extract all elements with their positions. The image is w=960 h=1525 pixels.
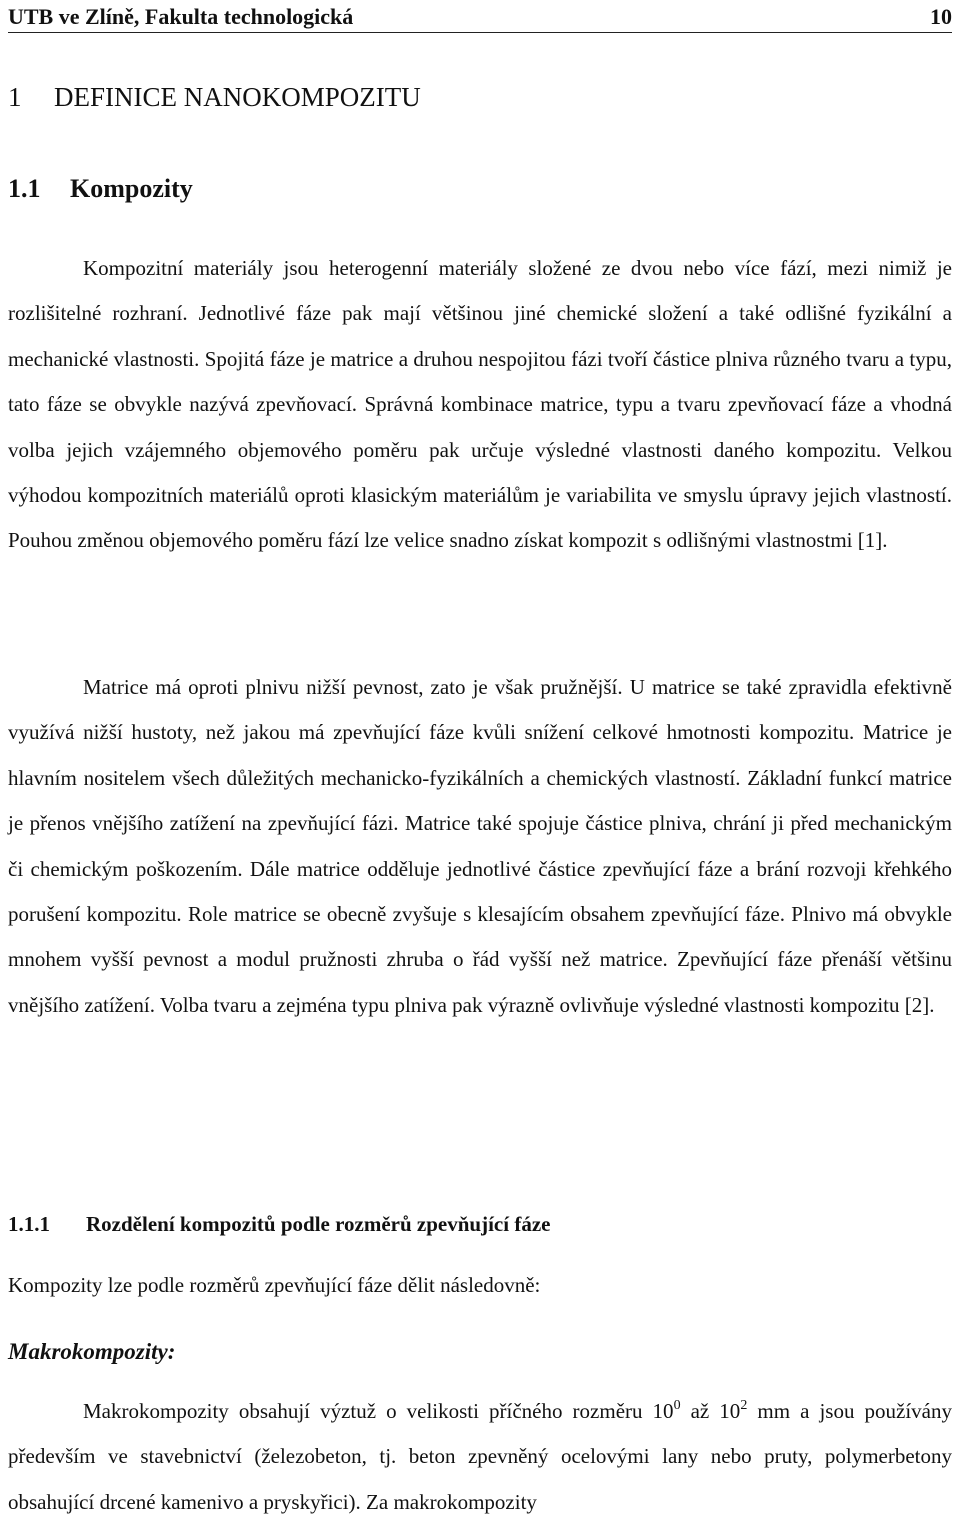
makro-text-b: až 10 — [680, 1399, 741, 1423]
running-header — [8, 0, 952, 33]
exponent-2: 2 — [740, 1398, 748, 1413]
paragraph-makrokompozity — [8, 1389, 952, 1525]
section-heading — [8, 172, 952, 206]
chapter-number: 1 — [8, 82, 22, 112]
section-title: Kompozity — [70, 174, 193, 203]
exponent-0: 0 — [673, 1398, 681, 1413]
paragraph-intro: Kompozity lze podle rozměrů zpevňující fáze dělit následovně: — [8, 1273, 541, 1297]
page-number: 10 — [930, 4, 952, 29]
subsection-heading — [8, 1210, 952, 1238]
makrokompozity-label: Makrokompozity: — [8, 1339, 176, 1364]
paragraph-matrix: Matrice má oproti plnivu nižší pevnost, zato je však pružnější. U matrice se také zpravidla efektivně využívá nižší hustoty, než jakou má zpevňující fáze kvůli snížení celkové hmotnosti kompozitu. Matrice je hlavním nositelem všech důležitých mechanicko-fyzikálních a chemických vlastností. Základní funkcí matrice je přenos vnějšího zatížení na zpevňující fázi. Matrice také spojuje částice plniva, chrání ji před mechanickým či chemickým poškozením. Dále matrice odděluje jednotlivé částice zpevňující fáze a brání rozvoji křehkého porušení kompozitu. Role matrice se obecně zvyšuje s klesajícím obsahem zpevňující fáze. Plnivo má obvykle mnohem vyšší pevnost a modul pružnosti zhruba o řád vyšší než matrice. Zpevňující fáze přenáší většinu vnějšího zatížení. Volba tvaru a zejména typu plniva pak výrazně ovlivňuje výsledné vlastnosti kompozitu [2]. — [8, 675, 952, 1017]
makro-text-c: mm a jsou používány především ve stavebnictví (železobeton, tj. beton zpevněný ocelovými lany nebo pruty, polymerbetony obsahující drcené kamenivo a pryskyřici). Za makrokompozity — [8, 1399, 952, 1514]
makro-text-a: Makrokompozity obsahují výztuž o velikosti příčného rozměru 10 — [83, 1399, 674, 1423]
section-number: 1.1 — [8, 174, 41, 203]
header-title: UTB ve Zlíně, Fakulta technologická — [8, 4, 354, 29]
chapter-heading — [8, 80, 952, 114]
paragraph-composites: Kompozitní materiály jsou heterogenní materiály složené ze dvou nebo více fází, mezi nimiž je rozlišitelné rozhraní. Jednotlivé fáze pak mají většinou jiné chemické složení a také odlišné fyzikální a mechanické vlastnosti. Spojitá fáze je matrice a druhou nespojitou fázi tvoří částice plniva různého tvaru a typu, tato fáze se obvykle nazývá zpevňovací. Správná kombinace matrice, typu a tvaru zpevňovací fáze a vhodná volba jejich vzájemného objemového poměru pak určuje výsledné vlastnosti daného kompozitu. Velkou výhodou kompozitních materiálů oproti klasickým materiálům je variabilita ve smyslu úpravy jejich vlastností. Pouhou změnou objemového poměru fází lze velice snadno získat kompozit s odlišnými vlastnostmi [1]. — [8, 256, 952, 553]
chapter-title: DEFINICE NANOKOMPOZITU — [54, 82, 421, 112]
subsection-number: 1.1.1 — [8, 1212, 50, 1236]
subsection-title: Rozdělení kompozitů podle rozměrů zpevňující fáze — [86, 1212, 551, 1236]
